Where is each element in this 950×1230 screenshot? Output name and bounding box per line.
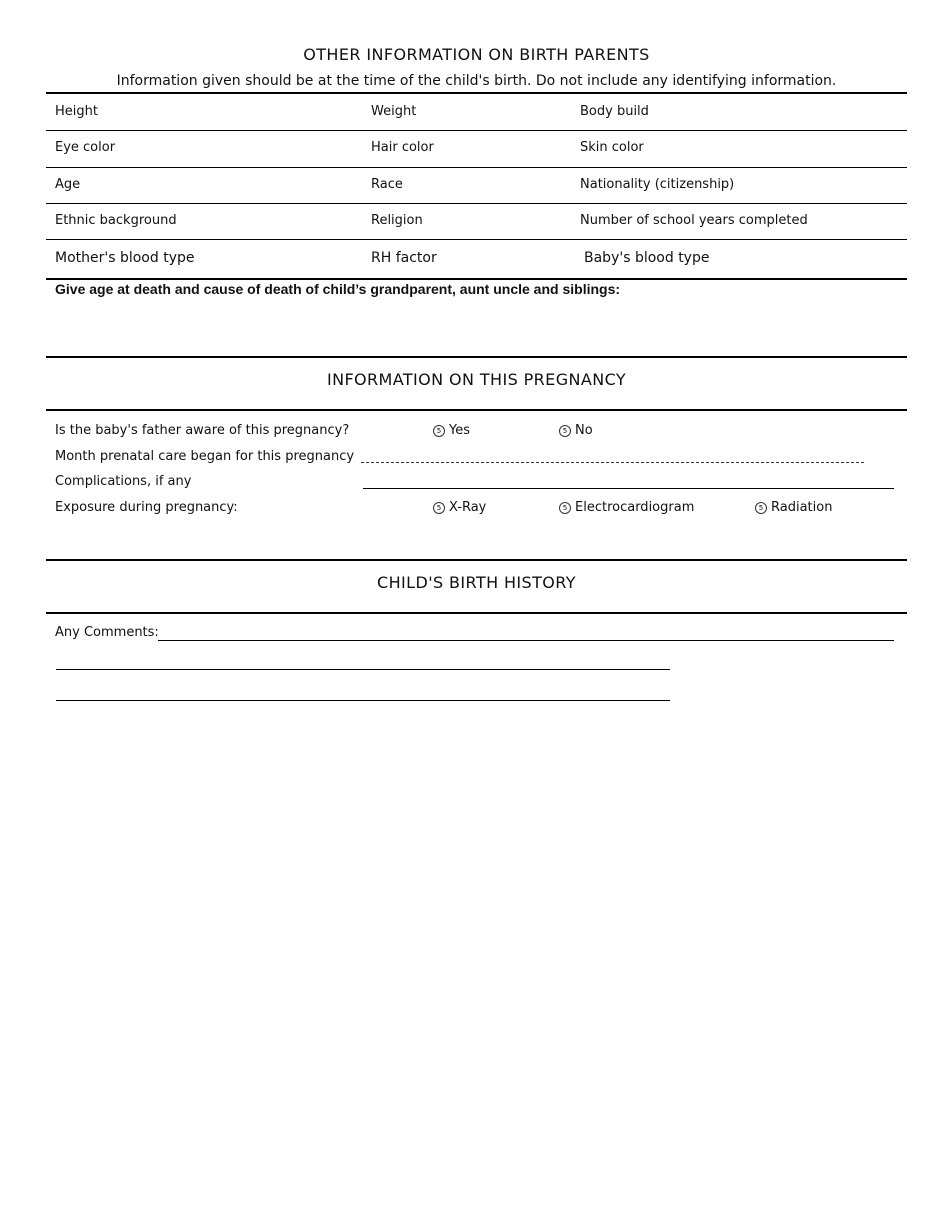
parents-section-subtitle: Information given should be at the time of the child's birth. Do not include any identifying information. (116, 73, 837, 89)
rh-factor-field[interactable]: RH factor (371, 250, 437, 266)
option-label: Radiation (771, 500, 833, 515)
ethnic-background-field[interactable]: Ethnic background (55, 213, 177, 228)
father-aware-label: Is the baby's father aware of this pregnancy? (55, 423, 350, 438)
radio-icon[interactable]: 5 (433, 502, 445, 514)
comments-input-line-3[interactable] (56, 700, 670, 701)
age-field[interactable]: Age (55, 177, 81, 192)
radio-icon[interactable]: 5 (559, 425, 571, 437)
exposure-radiation-option[interactable] (755, 500, 832, 515)
row-divider (46, 239, 907, 240)
religion-field[interactable]: Religion (371, 213, 423, 228)
height-field[interactable]: Height (55, 104, 98, 119)
section-divider (46, 92, 907, 94)
parents-section-title: OTHER INFORMATION ON BIRTH PARENTS (303, 45, 650, 64)
pregnancy-section-title: INFORMATION ON THIS PREGNANCY (326, 370, 627, 389)
prenatal-care-input-line[interactable] (361, 462, 864, 463)
hair-color-field[interactable]: Hair color (371, 140, 434, 155)
race-field[interactable]: Race (371, 177, 403, 192)
mother-blood-type-field[interactable]: Mother's blood type (55, 250, 195, 266)
father-aware-no-option[interactable] (559, 423, 593, 438)
death-info-area[interactable] (55, 300, 895, 350)
death-info-prompt: Give age at death and cause of death of child’s grandparent, aunt uncle and siblings: (55, 281, 621, 297)
comments-input-line-2[interactable] (56, 669, 670, 670)
option-label: No (575, 423, 593, 438)
section-divider (46, 409, 907, 411)
row-divider (46, 167, 907, 168)
nationality-field[interactable]: Nationality (citizenship) (580, 177, 735, 192)
eye-color-field[interactable]: Eye color (55, 140, 116, 155)
body-build-field[interactable]: Body build (580, 104, 649, 119)
exposure-ecg-option[interactable] (559, 500, 694, 515)
skin-color-field[interactable]: Skin color (580, 140, 644, 155)
section-divider (46, 612, 907, 614)
section-divider (46, 559, 907, 561)
comments-input-line-1[interactable] (158, 640, 894, 641)
exposure-xray-option[interactable] (433, 500, 486, 515)
radio-icon[interactable]: 5 (559, 502, 571, 514)
exposure-label: Exposure during pregnancy: (55, 500, 238, 515)
option-label: Yes (449, 423, 470, 438)
radio-icon[interactable]: 5 (755, 502, 767, 514)
comments-label: Any Comments: (55, 625, 159, 640)
complications-input-line[interactable] (363, 488, 894, 489)
school-years-field[interactable]: Number of school years completed (580, 213, 808, 228)
father-aware-yes-option[interactable] (433, 423, 470, 438)
prenatal-care-label: Month prenatal care began for this pregnancy (55, 449, 355, 464)
baby-blood-type-field[interactable]: Baby's blood type (584, 250, 710, 266)
weight-field[interactable]: Weight (371, 104, 417, 119)
row-divider (46, 130, 907, 131)
option-label: Electrocardiogram (575, 500, 695, 515)
option-label: X-Ray (449, 500, 487, 515)
section-divider (46, 356, 907, 358)
radio-icon[interactable]: 5 (433, 425, 445, 437)
birth-history-section-title: CHILD'S BIRTH HISTORY (377, 573, 576, 592)
row-divider (46, 203, 907, 204)
complications-label: Complications, if any (55, 474, 192, 489)
row-divider (46, 278, 907, 280)
